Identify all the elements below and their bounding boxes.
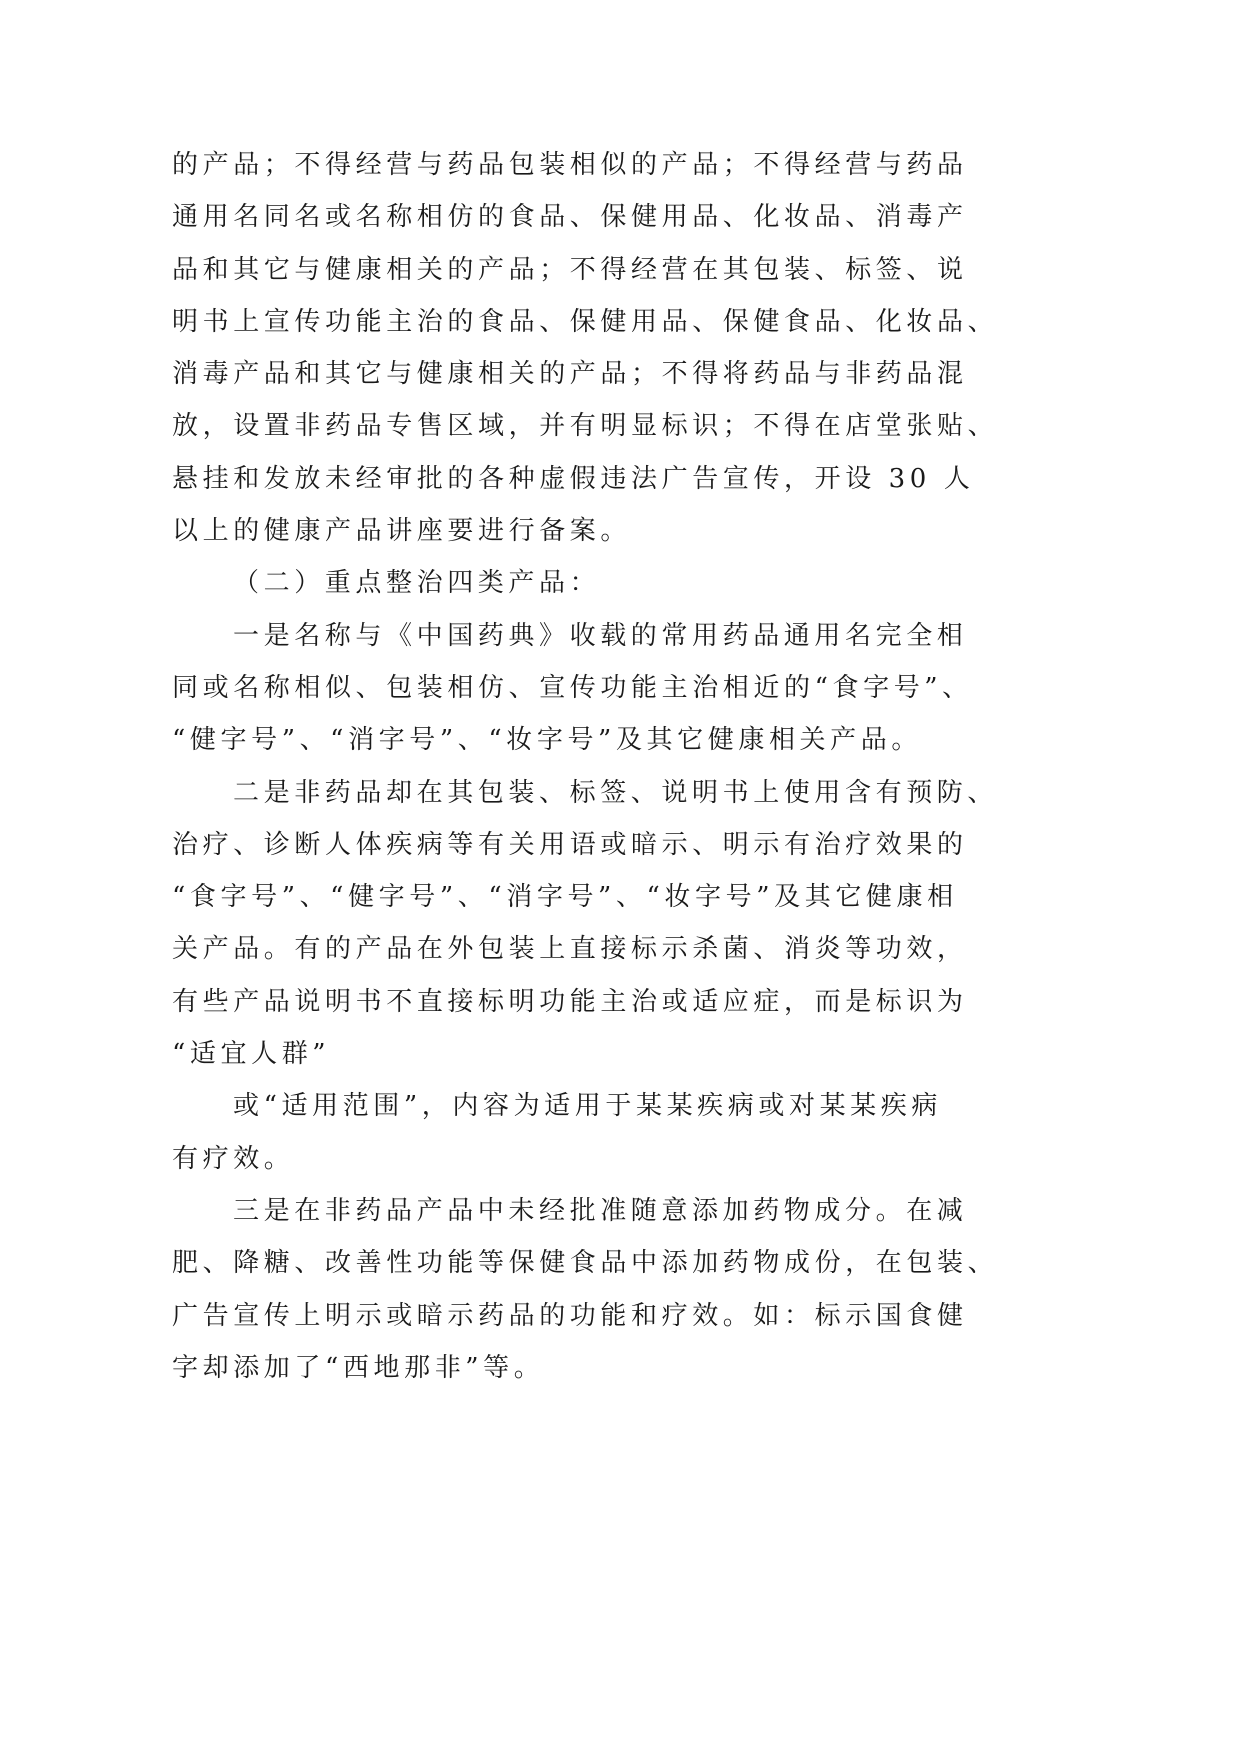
text-line: 关产品。有的产品在外包装上直接标示杀菌、消炎等功效， (172, 934, 968, 965)
text-line: 有些产品说明书不直接标明功能主治或适应症，而是标识为 (172, 986, 968, 1017)
text-line: 广告宣传上明示或暗示药品的功能和疗效。如：标示国食健 (172, 1300, 968, 1331)
text-line: 或“适用范围”，内容为适用于某某疾病或对某某疾病 (233, 1091, 942, 1122)
text-line: 有疗效。 (172, 1143, 295, 1174)
text-line: 肥、降糖、改善性功能等保健食品中添加药物成份，在包装、 (172, 1248, 999, 1279)
text-line: 二是非药品却在其包装、标签、说明书上使用含有预防、 (233, 777, 999, 808)
text-line: 一是名称与《中国药典》收载的常用药品通用名完全相 (233, 620, 968, 651)
text-line: 品和其它与健康相关的产品；不得经营在其包装、标签、说 (172, 254, 968, 285)
text-line: “食字号”、“健字号”、“消字号”、“妆字号”及其它健康相 (172, 882, 958, 913)
text-line: 同或名称相似、包装相仿、宣传功能主治相近的“食字号”、 (172, 672, 973, 703)
document-body (172, 139, 1132, 1394)
section-heading: （二）重点整治四类产品： (233, 568, 601, 599)
text-line: 以上的健康产品讲座要进行备案。 (172, 516, 632, 547)
text-line: 明书上宣传功能主治的食品、保健用品、保健食品、化妆品、 (172, 306, 999, 337)
text-line: “适宜人群” (172, 1039, 331, 1070)
text-line: 字却添加了“西地那非”等。 (172, 1352, 545, 1383)
text-line: 放，设置非药品专售区域，并有明显标识；不得在店堂张贴、 (172, 411, 999, 442)
text-line: 通用名同名或名称相仿的食品、保健用品、化妆品、消毒产 (172, 202, 968, 233)
text-line: 的产品；不得经营与药品包装相似的产品；不得经营与药品 (172, 150, 968, 180)
text-line: 悬挂和发放未经审批的各种虚假违法广告宣传，开设 30 人 (172, 463, 975, 494)
text-line: 消毒产品和其它与健康相关的产品；不得将药品与非药品混 (172, 359, 968, 390)
text-line: “健字号”、“消字号”、“妆字号”及其它健康相关产品。 (172, 725, 922, 756)
text-line: 三是在非药品产品中未经批准随意添加药物成分。在减 (233, 1195, 968, 1226)
text-line: 治疗、诊断人体疾病等有关用语或暗示、明示有治疗效果的 (172, 829, 968, 860)
